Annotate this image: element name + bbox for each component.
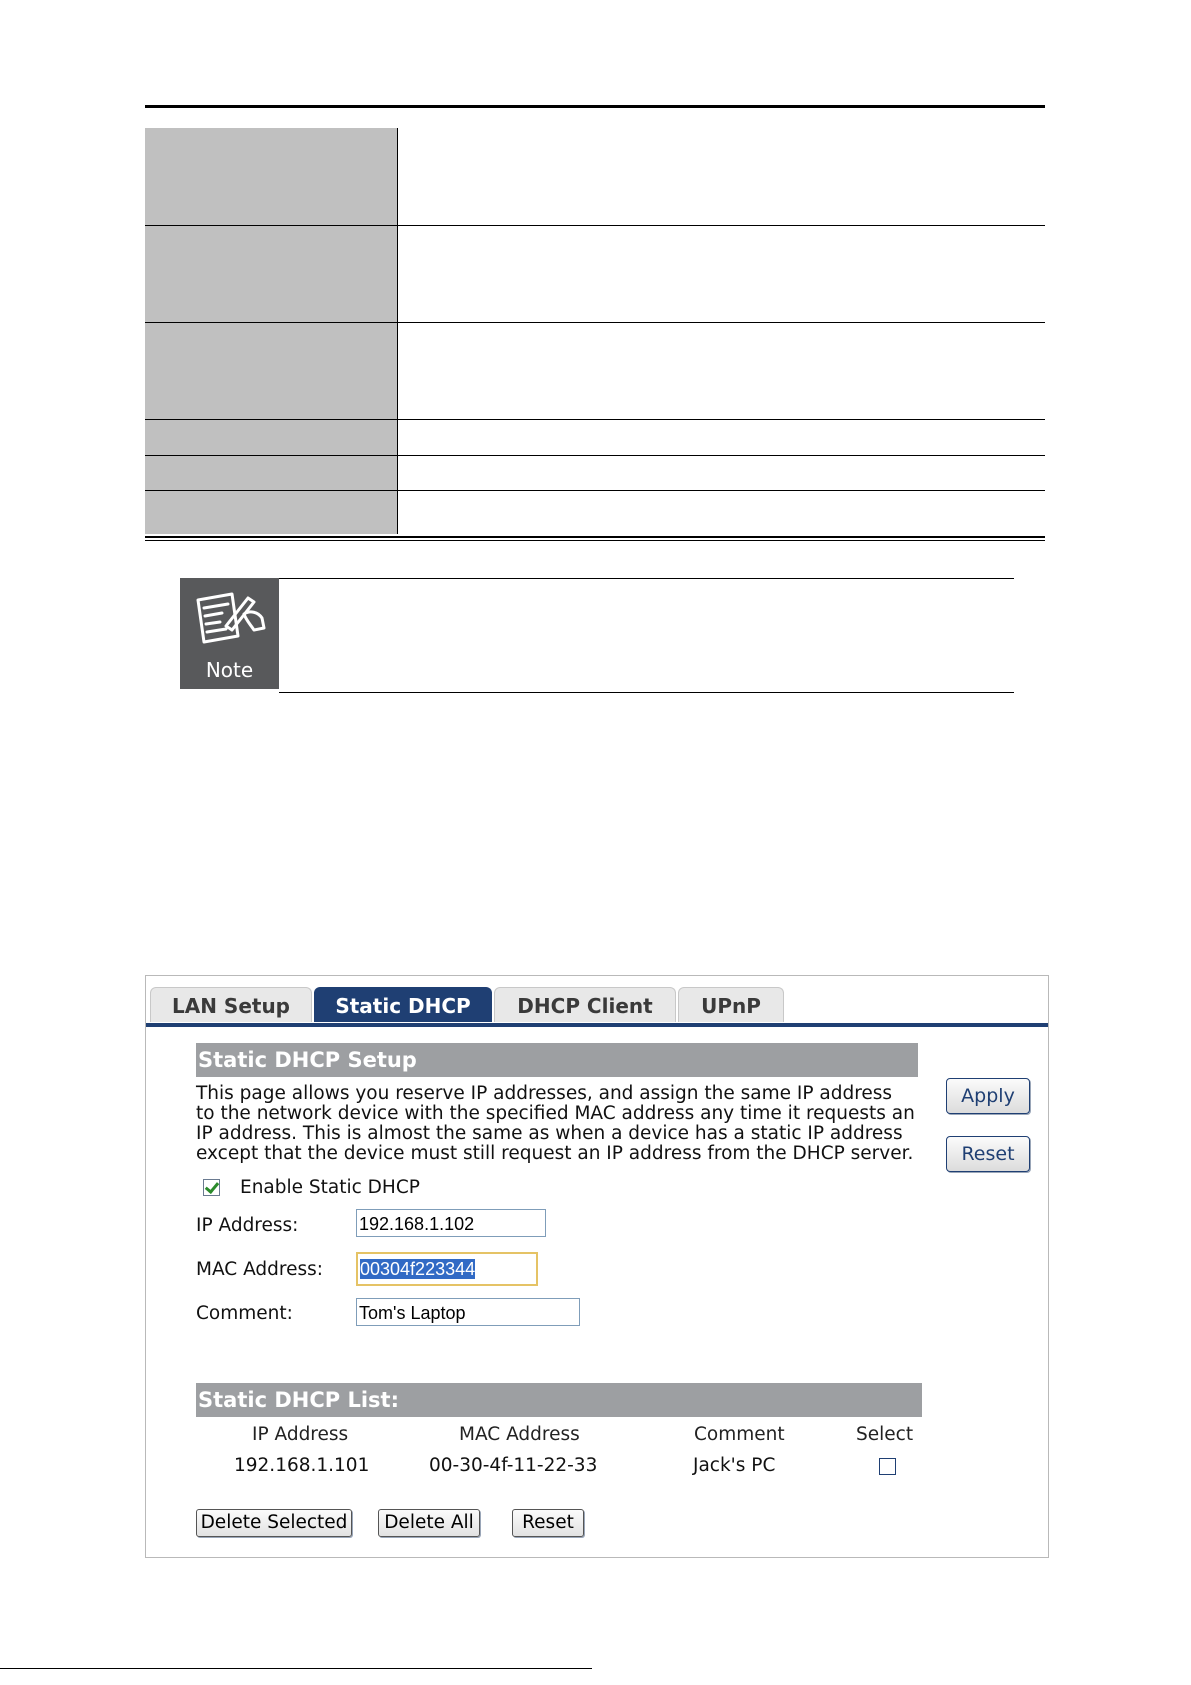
enable-static-dhcp-label: Enable Static DHCP [240, 1177, 420, 1198]
table-row [145, 128, 1045, 226]
table-bottom-rule [145, 536, 1045, 538]
mac-address-input[interactable] [356, 1252, 538, 1286]
note-label: Note [205, 658, 254, 682]
description-line: This page allows you reserve IP addresses, and assign the same IP address [196, 1083, 893, 1104]
tab-static-dhcp[interactable]: Static DHCP [314, 987, 492, 1022]
comment-label: Comment: [196, 1303, 293, 1324]
table-desc-cell [397, 491, 1045, 534]
row-ip: 192.168.1.101 [234, 1455, 370, 1476]
table-label-cell [145, 420, 397, 455]
row-comment: Jack's PC [693, 1455, 776, 1476]
table-label-cell [145, 226, 397, 322]
description-line: except that the device must still request an IP address from the DHCP server. [196, 1143, 914, 1164]
table-row [145, 323, 1045, 420]
section-title-setup: Static DHCP Setup [196, 1043, 918, 1077]
reset-button[interactable]: Reset [946, 1136, 1030, 1172]
table-desc-cell [397, 226, 1045, 322]
table-row [145, 226, 1045, 323]
router-ui-screenshot [145, 975, 1049, 1558]
tab-lan-setup[interactable]: LAN Setup [150, 987, 312, 1022]
ip-address-input[interactable]: 192.168.1.102 [356, 1209, 546, 1237]
mac-address-value: 00304f223344 [360, 1259, 476, 1279]
row-select-checkbox[interactable] [879, 1458, 896, 1475]
delete-selected-button[interactable]: Delete Selected [196, 1509, 352, 1537]
tab-upnp[interactable]: UPnP [678, 987, 784, 1022]
note-rule [279, 578, 1014, 579]
section-title-list: Static DHCP List: [196, 1383, 922, 1417]
column-header-select: Select [856, 1424, 914, 1445]
enable-static-dhcp-checkbox[interactable] [203, 1179, 220, 1196]
apply-button[interactable]: Apply [946, 1078, 1030, 1114]
delete-all-button[interactable]: Delete All [378, 1509, 480, 1537]
top-rule [145, 105, 1045, 108]
description-line: to the network device with the specified MAC address any time it requests an [196, 1103, 915, 1124]
note-pencil-icon [192, 590, 268, 652]
column-header-mac: MAC Address [459, 1424, 580, 1445]
table-desc-cell [397, 420, 1045, 455]
column-header-comment: Comment [694, 1424, 785, 1445]
table-desc-cell [397, 456, 1045, 490]
table-label-cell [145, 491, 397, 534]
table-label-cell [145, 456, 397, 490]
list-reset-button[interactable]: Reset [512, 1509, 584, 1537]
tab-underline [146, 1023, 1048, 1027]
table-row [145, 491, 1045, 534]
ip-address-label: IP Address: [196, 1215, 299, 1236]
setup-description [196, 1084, 936, 1164]
table-bottom-rule [145, 540, 1045, 541]
table-desc-cell [397, 128, 1045, 225]
table-label-cell [145, 323, 397, 419]
comment-input[interactable]: Tom's Laptop [356, 1298, 580, 1326]
mac-address-label: MAC Address: [196, 1259, 323, 1280]
table-desc-cell [397, 323, 1045, 419]
table-label-cell [145, 128, 397, 225]
note-box [180, 578, 279, 689]
column-header-ip: IP Address [252, 1424, 349, 1445]
row-mac: 00-30-4f-11-22-33 [429, 1455, 598, 1476]
footnote-rule [0, 1668, 592, 1669]
tab-dhcp-client[interactable]: DHCP Client [494, 987, 676, 1022]
note-rule [279, 692, 1014, 693]
table-row [145, 420, 1045, 456]
table-row [145, 456, 1045, 491]
description-line: IP address. This is almost the same as when a device has a static IP address [196, 1123, 903, 1144]
